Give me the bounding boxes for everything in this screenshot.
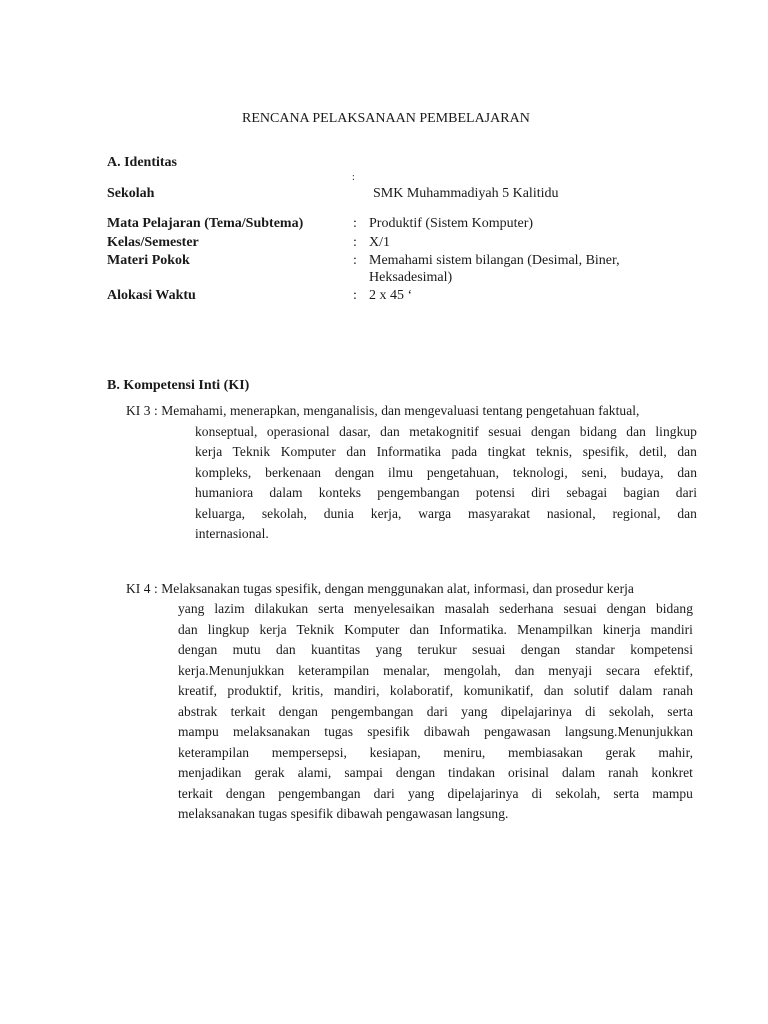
ki3-line: kompleks, berkenaan dengan ilmu pengetahuan, teknologi, seni, budaya, dan — [195, 465, 697, 480]
ki3-line: kerja Teknik Komputer dan Informatika pada tingkat teknis, spesifik, detil, dan — [195, 444, 697, 459]
ki3-line: konseptual, operasional dasar, dan metakognitif sesuai dengan bidang dan lingkup — [195, 424, 697, 439]
ki3-line: keluarga, sekolah, dunia kerja, warga masyarakat nasional, regional, dan — [195, 506, 697, 521]
ki4-line: menjadikan gerak alami, sampai dengan tindakan orisinal dalam ranah konkret — [178, 765, 693, 780]
label-mata-pelajaran: Mata Pelajaran (Tema/Subtema) — [107, 216, 304, 231]
section-b-heading: B. Kompetensi Inti (KI) — [107, 378, 250, 393]
label-materi-pokok: Materi Pokok — [107, 253, 190, 268]
ki4-line: abstrak terkait dengan pengembangan dari yang dipelajarinya di sekolah, serta — [178, 704, 693, 719]
ki4-line: kreatif, produktif, kritis, mandiri, kolaboratif, komunikatif, dan solutif dalam ranah — [178, 683, 693, 698]
colon-kelas-semester: : — [353, 235, 357, 250]
ki4-line: keterampilan mempersepsi, kesiapan, meniru, membiasakan gerak mahir, — [178, 745, 693, 760]
label-kelas-semester: Kelas/Semester — [107, 235, 199, 250]
ki3-line: internasional. — [195, 526, 269, 541]
colon-alokasi-waktu: : — [353, 288, 357, 303]
ki3-line: humaniora dalam konteks pengembangan potensi diri sebagai bagian dari — [195, 485, 697, 500]
colon-materi-pokok: : — [353, 253, 357, 268]
value-materi-pokok-line1: Memahami sistem bilangan (Desimal, Biner, — [369, 253, 620, 268]
ki4-line: yang lazim dilakukan serta menyelesaikan masalah sederhana sesuai dengan bidang — [178, 601, 693, 616]
value-sekolah: SMK Muhammadiyah 5 Kalitidu — [373, 186, 559, 201]
value-mata-pelajaran: Produktif (Sistem Komputer) — [369, 216, 534, 231]
ki4-line: terkait dengan pengembangan dari yang dipelajarinya di sekolah, serta mampu — [178, 786, 693, 801]
value-kelas-semester: X/1 — [369, 235, 390, 250]
colon-sekolah: : — [352, 172, 355, 183]
document-title: RENCANA PELAKSANAAN PEMBELAJARAN — [242, 111, 530, 126]
ki4-line: dengan mutu dan kuantitas yang terukur sesuai dengan standar kompetensi — [178, 642, 693, 657]
ki4-line: KI 4 : Melaksanakan tugas spesifik, dengan menggunakan alat, informasi, dan prosedur kerja — [126, 581, 634, 596]
ki4-line: dan lingkup kerja Teknik Komputer dan Informatika. Menampilkan kinerja mandiri — [178, 622, 693, 637]
value-alokasi-waktu: 2 x 45 ‘ — [369, 288, 413, 303]
label-alokasi-waktu: Alokasi Waktu — [107, 288, 196, 303]
section-a-heading: A. Identitas — [107, 155, 178, 170]
colon-mata-pelajaran: : — [353, 216, 357, 231]
value-materi-pokok-line2: Heksadesimal) — [369, 270, 453, 285]
ki4-line: kerja.Menunjukkan keterampilan menalar, mengolah, dan menyaji secara efektif, — [178, 663, 693, 678]
label-sekolah: Sekolah — [107, 186, 155, 201]
ki3-line: KI 3 : Memahami, menerapkan, menganalisis, dan mengevaluasi tentang pengetahuan faktual, — [126, 403, 640, 418]
ki4-line: melaksanakan tugas spesifik dibawah pengawasan langsung. — [178, 806, 509, 821]
ki4-line: mampu melaksanakan tugas spesifik dibawah pengawasan langsung.Menunjukkan — [178, 724, 693, 739]
